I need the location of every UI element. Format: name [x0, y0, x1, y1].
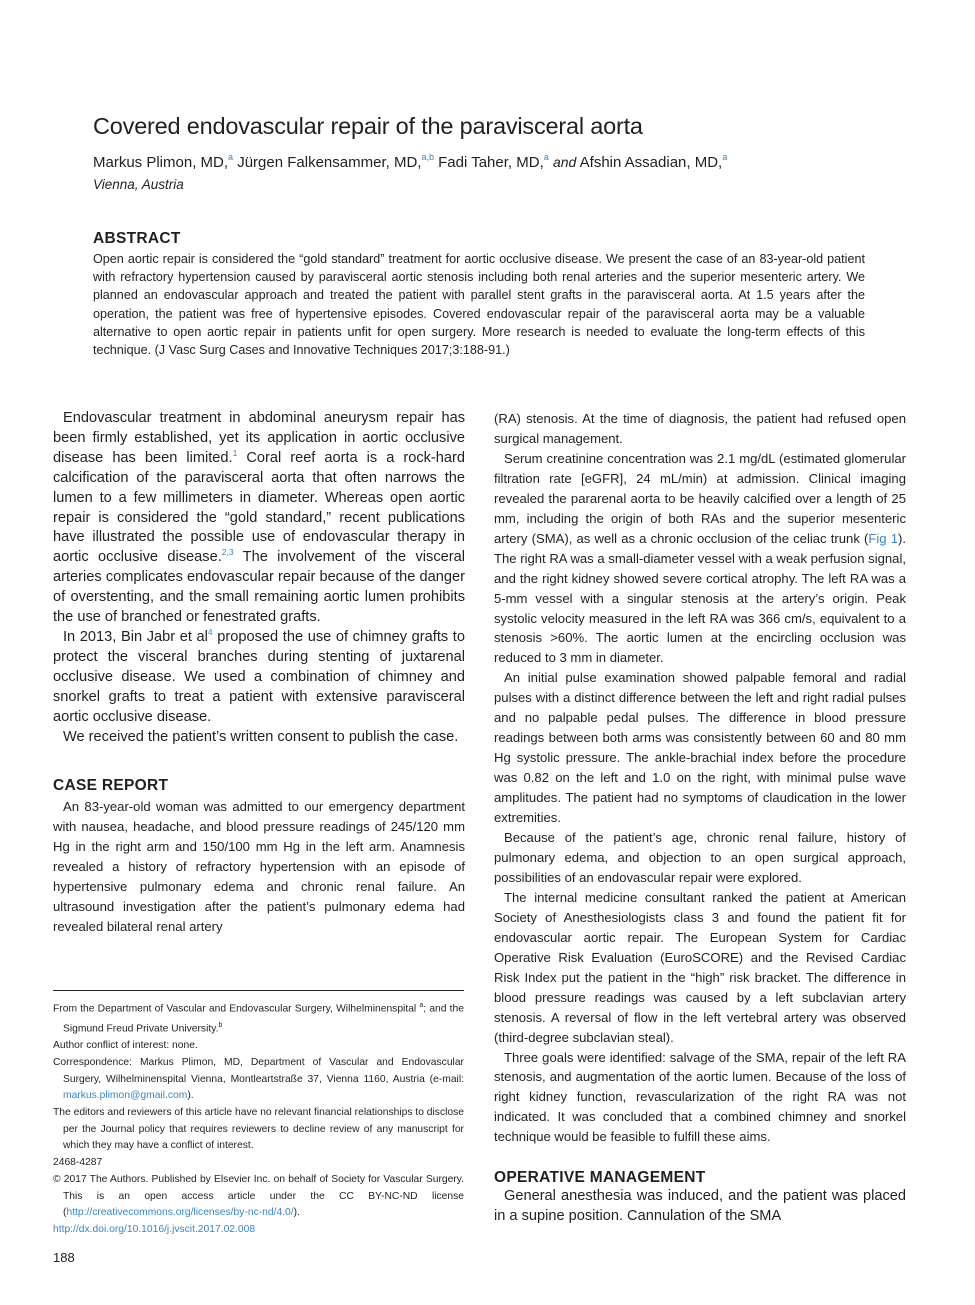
author-affiliation-mark: a [722, 152, 728, 162]
conflict-footnote: Author conflict of interest: none. [53, 1040, 198, 1052]
case-report-paragraph: An initial pulse examination showed palpable femoral and radial pulses with a distinct difference between the left and right radial pulses and no palpable pedal pulses. The difference in blood pressure readings between both arms was consistently between 60 and 80 mm Hg systolic pressure. The ankle-brachial index before the procedure was 0.82 on the left and 1.0 on the right, with minimal pulse wave amplitudes. The patient had no symptoms of claudication in the lower extremities. [494, 670, 906, 826]
abstract-text: Open aortic repair is considered the “gold standard” treatment for aortic occlusive disease. We present the case of an 83-year-old patient with refractory hypertension caused by paravisceral aortic stenosis including both renal arteries and the superior mesenteric artery. We planned an endovascular approach and treated the patient with parallel stent grafts in the paravisceral aorta. At 1.5 years after the operation, the patient was free of hypertensive episodes. Covered endovascular repair of the paravisceral aorta may be a valuable alternative to open aortic repair in patients unfit for open surgery. More research is needed to evaluate the long-term effects of this technique. (J Vasc Surg Cases and Innovative Techniques 2017;3:188-91.) [93, 252, 865, 358]
text-run: Endovascular treatment in abdominal aneurysm repair has been firmly established, yet its application in aortic occlusive disease has been limited. [53, 410, 465, 466]
intro-paragraph [53, 628, 465, 728]
affiliation-mark: b [218, 1022, 223, 1030]
abstract-heading: ABSTRACT [93, 230, 181, 247]
left-column [53, 409, 465, 937]
text-run: Coral reef aorta is a rock-hard calcification of the paravisceral aorta that often narrows the lumen to a few millimeters in diameter. Whereas open aortic repair is considered the “gold standard,” recent publications have illustrated the possible use of endovascular therapy in aortic occlusive disease. [53, 449, 465, 566]
text-run: From the Department of Vascular and Endovascular Surgery, Wilhelminenspital [53, 1003, 417, 1015]
case-report-paragraph: Three goals were identified: salvage of the SMA, repair of the left RA stenosis, and augmentation of the aortic lumen. Because of the loss of right kidney function, revascularization of the right RA was not indicated. It was concluded that a combined chimney and snorkel technique would be feasible to fulfill these aims. [494, 1049, 906, 1145]
email-link[interactable]: markus.plimon@gmail.com [63, 1090, 188, 1102]
license-link[interactable]: http://creativecommons.org/licenses/by-nc-nd/4.0/ [66, 1207, 294, 1219]
author-location: Vienna, Austria [93, 177, 184, 192]
issn: 2468-4287 [53, 1157, 103, 1169]
text-run: The involvement of the visceral arteries complicates endovascular repair because of the danger of overstenting, and the small remaining aortic lumen prohibits the use of branched or fenestrated grafts. [53, 549, 465, 626]
case-report-paragraph [494, 449, 906, 668]
author-name: Markus Plimon, MD, [93, 154, 229, 171]
author-list [93, 153, 727, 171]
reference-link[interactable]: 4 [207, 627, 213, 638]
author-name: Afshin Assadian, MD, [579, 154, 723, 171]
doi-link[interactable]: http://dx.doi.org/10.1016/j.jvscit.2017.02.008 [53, 1223, 256, 1235]
article-title: Covered endovascular repair of the paravisceral aorta [93, 113, 643, 139]
text-run: proposed the use of chimney grafts to protect the visceral branches during stenting of juxtarenal occlusive disease. We used a combination of chimney and snorkel grafts to treat a patient with extensive paravisceral aortic occlusive disease. [53, 628, 465, 725]
reference-link[interactable]: 1 [232, 447, 238, 458]
case-report-paragraph: Because of the patient’s age, chronic renal failure, history of pulmonary edema, and objection to an open surgical approach, possibilities of an endovascular repair were explored. [494, 830, 906, 885]
text-run: © 2017 The Authors. Published by Elsevier Inc. on behalf of Society for Vascular Surgery. This is an open access article under the CC BY-NC-ND license ( [53, 1173, 464, 1219]
case-report-heading: CASE REPORT [53, 777, 169, 795]
correspondence-footnote [53, 1055, 464, 1105]
operative-paragraph: General anesthesia was induced, and the patient was placed in a supine position. Cannulation of the SMA [494, 1188, 906, 1225]
author-affiliation-mark: a,b [421, 152, 434, 162]
case-report-paragraph-continued: (RA) stenosis. At the time of diagnosis, the patient had refused open surgical management. [494, 411, 906, 446]
text-run: ). [293, 1207, 300, 1219]
text-run: Serum creatinine concentration was 2.1 mg/dL (estimated glomerular filtration rate [eGFR], 24 mL/min) at admission. Clinical imaging revealed the pararenal aorta to be heavily calcified over a length of 25 mm, including the origin of both RAs and the superior mesenteric artery (SMA), as well as a chronic occlusion of the celiac trunk ( [494, 450, 906, 546]
intro-paragraph [53, 409, 465, 628]
right-column [494, 409, 906, 1227]
intro-paragraph: We received the patient’s written consent to publish the case. [63, 728, 459, 745]
operative-management-heading: OPERATIVE MANAGEMENT [494, 1169, 706, 1187]
author-name: Jürgen Falkensammer, MD, [237, 154, 422, 171]
text-run: Correspondence: Markus Plimon, MD, Department of Vascular and Endovascular Surgery, Wilhelminenspital Vienna, Montleartstraße 37, Vienna 1160, Austria (e-mail: [53, 1056, 464, 1085]
case-report-paragraph: An 83-year-old woman was admitted to our emergency department with nausea, headache, and blood pressure readings of 245/120 mm Hg in the right arm and 150/100 mm Hg in the left arm. Anamnesis revealed a history of refractory hypertension with an episode of hypertensive pulmonary edema and chronic renal failure. An ultrasound investigation after the patient’s pulmonary edema had revealed bilateral renal artery [53, 799, 465, 935]
editors-footnote: The editors and reviewers of this article have no relevant financial relationships to disclose per the Journal policy that requires reviewers to decline review of any manuscript for which they may have a conflict of interest. [53, 1107, 464, 1152]
figure-link[interactable]: Fig 1 [868, 530, 899, 546]
affiliation-footnote [53, 998, 464, 1038]
text-run: ). [187, 1090, 194, 1102]
author-affiliation-mark: a [228, 152, 234, 162]
footnote-divider [53, 990, 464, 991]
case-report-paragraph: The internal medicine consultant ranked the patient at American Society of Anesthesiologists class 3 and found the patient fit for endovascular aortic repair. The European System for Cardiac Operative Risk Evaluation (EuroSCORE) and the Revised Cardiac Risk Index put the patient in the “high” risk bracket. The difference in blood pressure readings was caused by a left subclavian artery stenosis. A reversal of flow in the left vertebral artery was observed (third-degree subclavian steal). [494, 889, 906, 1045]
text-run: ; and the Sigmund Freud Private University. [63, 1003, 464, 1035]
page-number: 188 [53, 1250, 75, 1265]
author-conjunction: and [552, 154, 577, 170]
footnotes [53, 998, 464, 1239]
author-name: Fadi Taher, MD, [438, 154, 544, 171]
copyright-footnote [53, 1172, 464, 1222]
text-run: In 2013, Bin Jabr et al [63, 628, 208, 645]
reference-link[interactable]: 2,3 [221, 547, 234, 558]
text-run: ). The right RA was a small-diameter vessel with a weak perfusion signal, and the right kidney showed severe cortical atrophy. The left RA was a 5-mm vessel with a singular stenosis at the artery’s origin. Peak systolic velocity measured in the left RA was 366 cm/s, equivalent to a stenosis >60%. The aortic lumen at the encircling occlusion was reduced to 3 mm in diameter. [494, 530, 907, 666]
affiliation-mark: a [419, 1002, 424, 1009]
author-affiliation-mark: a [543, 152, 549, 162]
